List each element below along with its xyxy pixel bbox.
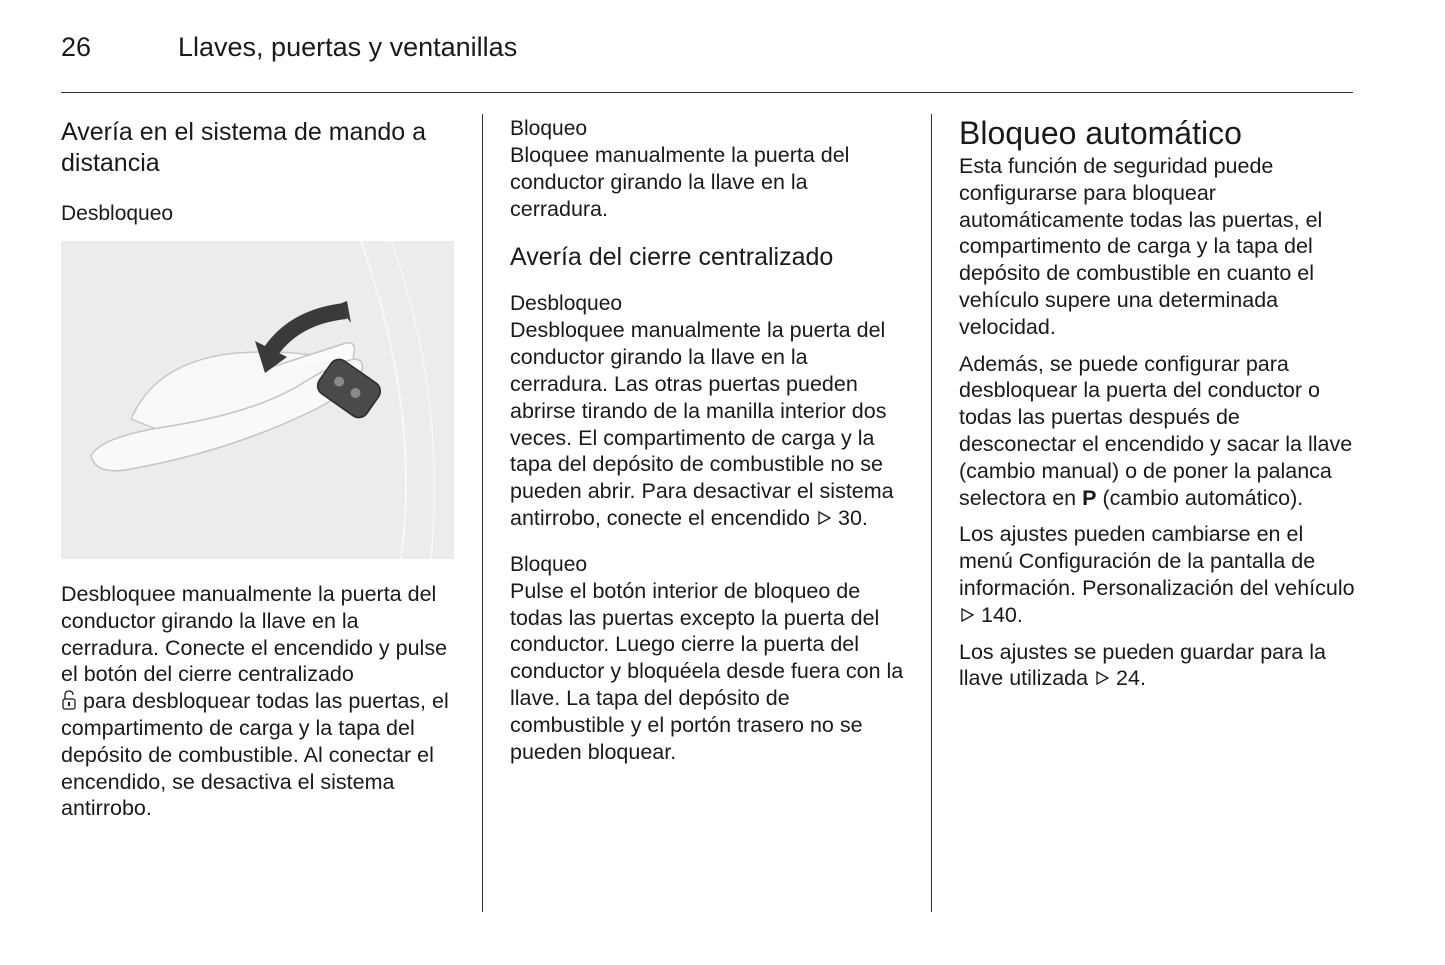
page-header (61, 30, 1353, 70)
paragraph-remote-unlock (61, 581, 456, 822)
subheading-unlock: Desbloqueo (61, 202, 174, 225)
paragraph-remote-unlock-part1: Desbloquee manualmente la puerta del conductor girando la llave en la cerradura. Conecte el encendido y pulse el botón del cierre centralizado (61, 582, 448, 687)
paragraph-central-lock: Pulse el botón interior de bloqueo de todas las puertas excepto la puerta del conductor. Luego cierre la puerta del conductor y bloquéela desde fuera con la llave. La tapa del depósito de combustible y el portón trasero no se pueden bloquear. (510, 578, 904, 764)
paragraph-auto-unlock-config-end: (cambio automático). (1102, 485, 1304, 510)
paragraph-remote-unlock-part2: para desbloquear todas las puertas, el compartimento de carga y la tapa del depósito de combustible. Al conectar el encendido, se desactiva el sistema antirrobo. (61, 689, 449, 821)
paragraph-central-unlock-text: Desbloquee manualmente la puerta del conductor girando la llave en la cerradura. Las otras puertas pueden abrirse tirando de la manilla interior dos veces. El compartimento de carga y la tapa del depósito de combustible no se pueden abrir. Para desactivar el sistema antirrobo, conecte el encendido (510, 318, 894, 530)
section-heading-central-locking-failure: Avería del cierre centralizado (510, 243, 834, 272)
paragraph-settings-menu-text: Los ajustes pueden cambiarse en el menú Configuración de la pantalla de información. Personalización del vehículo (959, 522, 1355, 600)
section-heading-remote-failure: Avería en el sistema de mando a distancia (61, 118, 427, 177)
column-3 (959, 110, 1359, 692)
section-heading-auto-lock: Bloqueo automático (959, 115, 1242, 151)
door-handle-figure (61, 241, 454, 559)
column-divider-1 (482, 114, 483, 912)
door-handle-key-illustration (61, 241, 454, 559)
paragraph-central-unlock (510, 317, 910, 531)
column-divider-2 (931, 114, 932, 912)
gear-position-p: P (1082, 485, 1097, 510)
column-1 (61, 110, 456, 822)
page-reference-arrow-icon (959, 603, 975, 619)
column-2 (510, 110, 910, 765)
page-reference-24: 24. (1116, 666, 1146, 691)
paragraph-settings-saved-text: Los ajustes se pueden guardar para la llave utilizada (959, 639, 1326, 691)
subheading-lock-2: Bloqueo (510, 552, 588, 576)
page-reference-140: 140. (980, 602, 1023, 627)
paragraph-auto-unlock-config (959, 351, 1359, 512)
chapter-title: Llaves, puertas y ventanillas (178, 32, 518, 62)
subheading-lock: Bloqueo (510, 117, 588, 140)
page-reference-arrow-icon (1094, 666, 1110, 682)
page-reference-arrow-icon (816, 506, 832, 522)
paragraph-manual-lock: Bloquee manualmente la puerta del conductor girando la llave en la cerradura. (510, 143, 850, 221)
padlock-open-icon (61, 690, 77, 710)
page-number: 26 (61, 32, 92, 62)
paragraph-auto-unlock-config-text: Además, se puede configurar para desbloquear la puerta del conductor o todas las puertas después de desconectar el encendido y sacar la llave (cambio manual) o de poner la palanca selectora en (959, 351, 1353, 510)
paragraph-settings-saved (959, 639, 1359, 693)
header-divider (61, 92, 1353, 93)
subheading-unlock-2: Desbloqueo (510, 292, 623, 316)
paragraph-auto-lock-intro: Esta función de seguridad puede configurarse para bloquear automáticamente todas las puertas, el compartimento de carga y la tapa del depósito de combustible en cuanto el vehículo supere una determinada velocidad. (959, 154, 1323, 339)
page-reference-30: 30. (837, 505, 868, 530)
paragraph-settings-menu (959, 521, 1359, 628)
